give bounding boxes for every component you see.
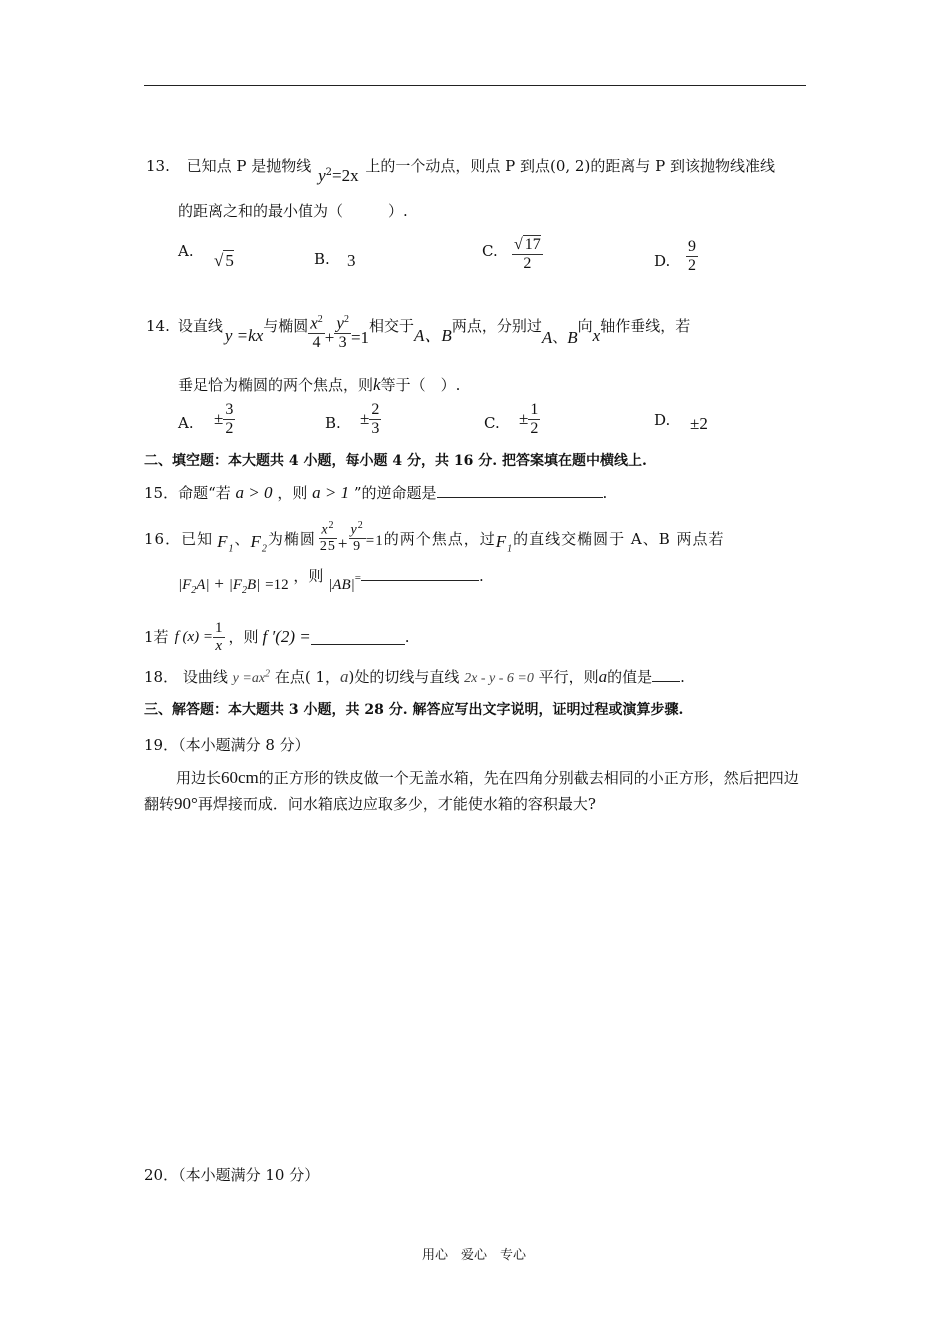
option-d-label: D. — [654, 411, 671, 429]
option-d-value: $\frac{9}{2}$ — [688, 238, 696, 274]
question-number: 13. — [146, 157, 170, 175]
question-number: 16． — [144, 530, 182, 548]
question-19-title: 19．（本小题满分 8 分） — [144, 736, 310, 754]
option-c-label: C. — [484, 414, 500, 432]
option-c-label: C. — [482, 242, 498, 260]
option-b-value: ± $\frac{2}{3}$ — [360, 401, 380, 437]
question-19-body: 用边长60cm的正方形的铁皮做一个无盖水箱，先在四角分别截去相同的小正方形，然后把四边翻转90°再焊接而成．问水箱底边应取多少，才能使水箱的容积最大? — [144, 768, 799, 813]
option-d-label: D. — [654, 252, 671, 270]
question-13-line1 — [146, 156, 775, 185]
option-b-label: B. — [325, 414, 341, 432]
question-17: 1 若 f (x) = $\frac{1}{x}$ ，则 f ′(2) = . — [144, 620, 410, 654]
question-text: 已知点 P 是抛物线 — [186, 157, 312, 175]
focus-f2: $F_2$ — [250, 532, 268, 555]
question-number: 1 — [144, 628, 154, 646]
ellipse-term-y: $\frac{y^2}{3}$ — [336, 313, 349, 352]
question-text: 上的一个动点，则点 P 到点(0, 2)的距离与 P 到该抛物线准线 — [365, 157, 775, 175]
answer-blank — [652, 667, 680, 682]
question-13-line2: 的距离之和的最小值为（ ）. — [178, 202, 408, 220]
option-d-value: ±2 — [690, 414, 708, 433]
answer-blank — [361, 566, 479, 581]
answer-blank — [311, 630, 405, 645]
option-b-value: 3 — [347, 251, 356, 270]
question-16-line2: $|F_2A| + |F_2B| =12$ ，则 |AB|= . — [178, 567, 484, 596]
ellipse-term-x: $\frac{x^2}{4}$ — [310, 313, 323, 352]
option-a-label: A. — [178, 414, 194, 432]
question-number: 14. — [146, 317, 170, 335]
option-b-label: B. — [314, 250, 330, 268]
ellipse-term-x: $\frac{x^2}{25}$ — [319, 520, 336, 555]
question-20-title: 20．（本小题满分 10 分） — [144, 1166, 320, 1184]
page-footer: 用心 爱心 专心 — [422, 1248, 527, 1263]
focus-f1: $F_1$ — [217, 532, 235, 555]
line-equation: y =kx — [224, 326, 264, 345]
question-16-line1: 16． 已知 $F_1$ 、 $F_2$ 为椭圆 $\frac{x^2}{25}$ + $\frac{y^2}{9}$ =1 的两个焦点，过 $F_1$ 的直线交椭圆于 A、B 两点若 — [144, 520, 725, 555]
option-a-value: √ 5 — [214, 251, 234, 270]
ellipse-term-y: $\frac{y^2}{9}$ — [350, 520, 364, 555]
header-rule — [144, 85, 806, 86]
parabola-equation: $y^2=2x$ — [318, 166, 359, 185]
option-a-value: ± $\frac{3}{2}$ — [214, 401, 234, 437]
answer-blank — [437, 483, 603, 498]
focus-f1: $F_1$ — [495, 532, 514, 555]
question-14-line2: 垂足恰为椭圆的两个焦点，则k等于（ ）. — [178, 375, 461, 394]
option-c-value: ± $\frac{1}{2}$ — [519, 401, 539, 437]
option-a-label: A. — [178, 242, 194, 260]
option-c-value: $\frac{√ 17}{2}$ — [514, 236, 541, 272]
question-15: 15．命题“若 a > 0 ，则 a > 1 ”的逆命题是 . — [144, 483, 608, 502]
section-2-heading: 二、填空题：本大题共 4 小题，每小题 4 分，共 16 分. 把答案填在题中横线上. — [144, 453, 647, 469]
question-18: 18． 设曲线 $y =ax^2$ 在点( 1，a)处的切线与直线 2x - y - 6 =0 平行，则a的值是 . — [144, 667, 685, 686]
section-3-heading: 三、解答题：本大题共 3 小题，共 28 分. 解答应写出文字说明，证明过程或演算步骤. — [144, 702, 684, 718]
question-14-line1: 14. 设直线 y =kx 与椭圆 $\frac{x^2}{4}$ + $\frac{y^2}{3}$ =1 相交于 A、B 两点，分别过 A 、 B 向 x 轴作垂线，若 — [146, 313, 691, 352]
question-number: 18． — [144, 668, 179, 686]
